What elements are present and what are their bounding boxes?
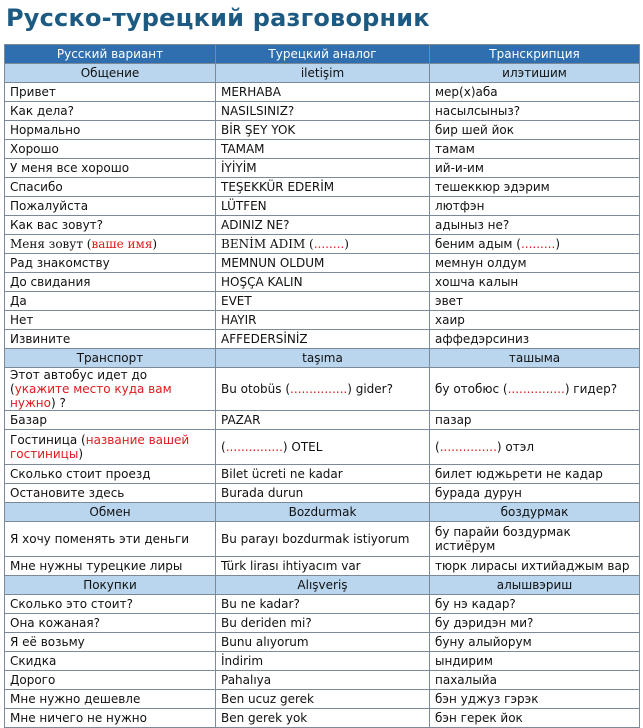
- tx-text: ) отэл: [496, 440, 534, 454]
- cell-russian: До свидания: [5, 273, 216, 292]
- cell-russian: Привет: [5, 83, 216, 102]
- cell-turkish: MEMNUN OLDUM: [216, 254, 430, 273]
- section-name-russian: Общение: [5, 64, 216, 83]
- table-row: [5, 197, 640, 216]
- cell-transcription: бу дэридэн ми?: [430, 614, 640, 633]
- placeholder-hint: название вашей гостиницы: [10, 433, 190, 461]
- cell-turkish: Türk lirası ihtiyacım var: [216, 557, 430, 576]
- table-row: [5, 102, 640, 121]
- tr-text: ): [344, 237, 349, 251]
- cell-russian: Нормально: [5, 121, 216, 140]
- page-title: Русско-турецкий разговорник: [6, 4, 430, 32]
- placeholder-hint: ваше имя: [91, 237, 153, 251]
- table-row: [5, 595, 640, 614]
- placeholder-dots: ...............: [439, 440, 497, 454]
- cell-russian: Как вас зовут?: [5, 216, 216, 235]
- cell-russian: Хорошо: [5, 140, 216, 159]
- cell-transcription: бу нэ кадар?: [430, 595, 640, 614]
- cell-transcription: пазар: [430, 411, 640, 430]
- table-row: [5, 671, 640, 690]
- section-name-transcription: боздурмак: [430, 503, 640, 522]
- cell-russian: Нет: [5, 311, 216, 330]
- placeholder-hint: укажите место куда вам нужно: [10, 382, 172, 410]
- cell-turkish: Ben gerek yok: [216, 709, 430, 728]
- cell-russian: Базар: [5, 411, 216, 430]
- section-name-transcription: илэтишим: [430, 64, 640, 83]
- cell-transcription: тешеккюр эдэрим: [430, 178, 640, 197]
- cell-transcription: хаир: [430, 311, 640, 330]
- table-row: [5, 557, 640, 576]
- cell-russian: Рад знакомству: [5, 254, 216, 273]
- cell-russian: [5, 430, 216, 465]
- table-row: [5, 709, 640, 728]
- cell-turkish: ADINIZ NE?: [216, 216, 430, 235]
- tr-text: (: [221, 440, 226, 454]
- table-row: [5, 140, 640, 159]
- placeholder-dots: ........: [313, 237, 345, 251]
- cell-transcription: лютфэн: [430, 197, 640, 216]
- cell-transcription: билет юджьрети не кадар: [430, 465, 640, 484]
- cell-transcription: насылсыныз?: [430, 102, 640, 121]
- table-row: [5, 159, 640, 178]
- cell-turkish: [216, 235, 430, 254]
- section-name-russian: Обмен: [5, 503, 216, 522]
- section-name-turkish: Bozdurmak: [216, 503, 430, 522]
- tr-text: ) OTEL: [282, 440, 323, 454]
- placeholder-dots: ...............: [290, 382, 348, 396]
- cell-russian: Сколько стоит проезд: [5, 465, 216, 484]
- cell-russian: Скидка: [5, 652, 216, 671]
- table-row: [5, 121, 640, 140]
- placeholder-dots: ...............: [507, 382, 565, 396]
- table-row: [5, 235, 640, 254]
- table-row: [5, 292, 640, 311]
- tr-text: BENİM ADIM (: [221, 237, 314, 251]
- cell-transcription: тюрк лирасы ихтийаджым вар: [430, 557, 640, 576]
- cell-turkish: Bu deriden mi?: [216, 614, 430, 633]
- cell-transcription: мер(х)аба: [430, 83, 640, 102]
- cell-transcription: [430, 430, 640, 465]
- cell-russian: У меня все хорошо: [5, 159, 216, 178]
- cell-transcription: ындирим: [430, 652, 640, 671]
- cell-turkish: İYİYİM: [216, 159, 430, 178]
- cell-russian: Пожалуйста: [5, 197, 216, 216]
- cell-transcription: мемнун олдум: [430, 254, 640, 273]
- table-row: [5, 368, 640, 411]
- cell-russian: Извините: [5, 330, 216, 349]
- table-row: [5, 330, 640, 349]
- section-name-transcription: ташыма: [430, 349, 640, 368]
- cell-russian: Я хочу поменять эти деньги: [5, 522, 216, 557]
- ru-text: Меня зовут (: [10, 237, 92, 251]
- table-row: [5, 633, 640, 652]
- cell-turkish: TEŞEKKÜR EDERİM: [216, 178, 430, 197]
- cell-russian: Сколько это стоит?: [5, 595, 216, 614]
- ru-text: Этот автобус идет до (: [10, 368, 148, 396]
- header-russian: Русский вариант: [5, 45, 216, 64]
- cell-russian: [5, 368, 216, 411]
- placeholder-dots: .........: [520, 237, 556, 251]
- section-name-russian: Покупки: [5, 576, 216, 595]
- cell-transcription: эвет: [430, 292, 640, 311]
- section-name-turkish: taşıma: [216, 349, 430, 368]
- table-row: [5, 522, 640, 557]
- section-name-turkish: Alışveriş: [216, 576, 430, 595]
- cell-russian: Мне нужно дешевле: [5, 690, 216, 709]
- cell-russian: Да: [5, 292, 216, 311]
- cell-transcription: пахалыйа: [430, 671, 640, 690]
- table-row: [5, 614, 640, 633]
- table-row: [5, 690, 640, 709]
- table-row: [5, 83, 640, 102]
- cell-transcription: бурада дурун: [430, 484, 640, 503]
- cell-turkish: EVET: [216, 292, 430, 311]
- cell-turkish: BİR ŞEY YOK: [216, 121, 430, 140]
- table-row: [5, 273, 640, 292]
- tx-text: ) гидер?: [564, 382, 618, 396]
- table-row: [5, 430, 640, 465]
- table-row: [5, 465, 640, 484]
- table-header-row: [5, 45, 640, 64]
- header-transcription: Транскрипция: [430, 45, 640, 64]
- tx-text: ): [555, 237, 560, 251]
- cell-russian: Спасибо: [5, 178, 216, 197]
- cell-turkish: HOŞÇA KALIN: [216, 273, 430, 292]
- cell-russian: Дорого: [5, 671, 216, 690]
- cell-turkish: Ben ucuz gerek: [216, 690, 430, 709]
- placeholder-dots: ...............: [225, 440, 283, 454]
- header-turkish: Турецкий аналог: [216, 45, 430, 64]
- section-header-row: [5, 349, 640, 368]
- cell-turkish: HAYIR: [216, 311, 430, 330]
- cell-transcription: адыныз не?: [430, 216, 640, 235]
- table-row: [5, 216, 640, 235]
- ru-text: ): [152, 237, 158, 251]
- tx-text: беним адым (: [435, 237, 521, 251]
- table-row: [5, 311, 640, 330]
- tr-text: ) gider?: [347, 382, 393, 396]
- ru-text: ) ?: [50, 396, 66, 410]
- cell-turkish: Bu parayı bozdurmak istiyorum: [216, 522, 430, 557]
- cell-turkish: AFFEDERSİNİZ: [216, 330, 430, 349]
- section-name-transcription: алышвэриш: [430, 576, 640, 595]
- table-row: [5, 484, 640, 503]
- section-header-row: [5, 503, 640, 522]
- cell-turkish: NASILSINIZ?: [216, 102, 430, 121]
- table-row: [5, 254, 640, 273]
- cell-turkish: Bu ne kadar?: [216, 595, 430, 614]
- cell-transcription: бу парайи боздурмак истиёрум: [430, 522, 640, 557]
- cell-turkish: LÜTFEN: [216, 197, 430, 216]
- cell-transcription: аффедэрсиниз: [430, 330, 640, 349]
- cell-transcription: ий-и-им: [430, 159, 640, 178]
- cell-transcription: тамам: [430, 140, 640, 159]
- cell-russian: Остановите здесь: [5, 484, 216, 503]
- cell-transcription: [430, 368, 640, 411]
- cell-russian: Мне ничего не нужно: [5, 709, 216, 728]
- ru-text: Гостиница (: [10, 433, 86, 447]
- cell-russian: Как дела?: [5, 102, 216, 121]
- cell-transcription: [430, 235, 640, 254]
- table-row: [5, 178, 640, 197]
- ru-text: ): [78, 447, 84, 461]
- cell-transcription: буну алыйорум: [430, 633, 640, 652]
- tx-text: (: [435, 440, 440, 454]
- cell-turkish: Bunu alıyorum: [216, 633, 430, 652]
- cell-turkish: TAMAM: [216, 140, 430, 159]
- cell-turkish: Burada durun: [216, 484, 430, 503]
- cell-turkish: Bilet ücreti ne kadar: [216, 465, 430, 484]
- phrasebook-table: [4, 44, 640, 728]
- cell-turkish: Pahalıya: [216, 671, 430, 690]
- cell-turkish: [216, 368, 430, 411]
- cell-turkish: MERHABA: [216, 83, 430, 102]
- cell-russian: [5, 235, 216, 254]
- cell-transcription: бэн уджуз гэрэк: [430, 690, 640, 709]
- cell-turkish: PAZAR: [216, 411, 430, 430]
- section-name-russian: Транспорт: [5, 349, 216, 368]
- cell-transcription: бир шей йок: [430, 121, 640, 140]
- section-name-turkish: iletişim: [216, 64, 430, 83]
- table-row: [5, 652, 640, 671]
- cell-transcription: хошча калын: [430, 273, 640, 292]
- cell-russian: Я её возьму: [5, 633, 216, 652]
- section-header-row: [5, 64, 640, 83]
- cell-turkish: [216, 430, 430, 465]
- tx-text: бу отобюс (: [435, 382, 508, 396]
- cell-russian: Мне нужны турецкие лиры: [5, 557, 216, 576]
- cell-transcription: бэн герек йок: [430, 709, 640, 728]
- table-row: [5, 411, 640, 430]
- cell-turkish: İndirim: [216, 652, 430, 671]
- section-header-row: [5, 576, 640, 595]
- tr-text: Bu otobüs (: [221, 382, 291, 396]
- cell-russian: Она кожаная?: [5, 614, 216, 633]
